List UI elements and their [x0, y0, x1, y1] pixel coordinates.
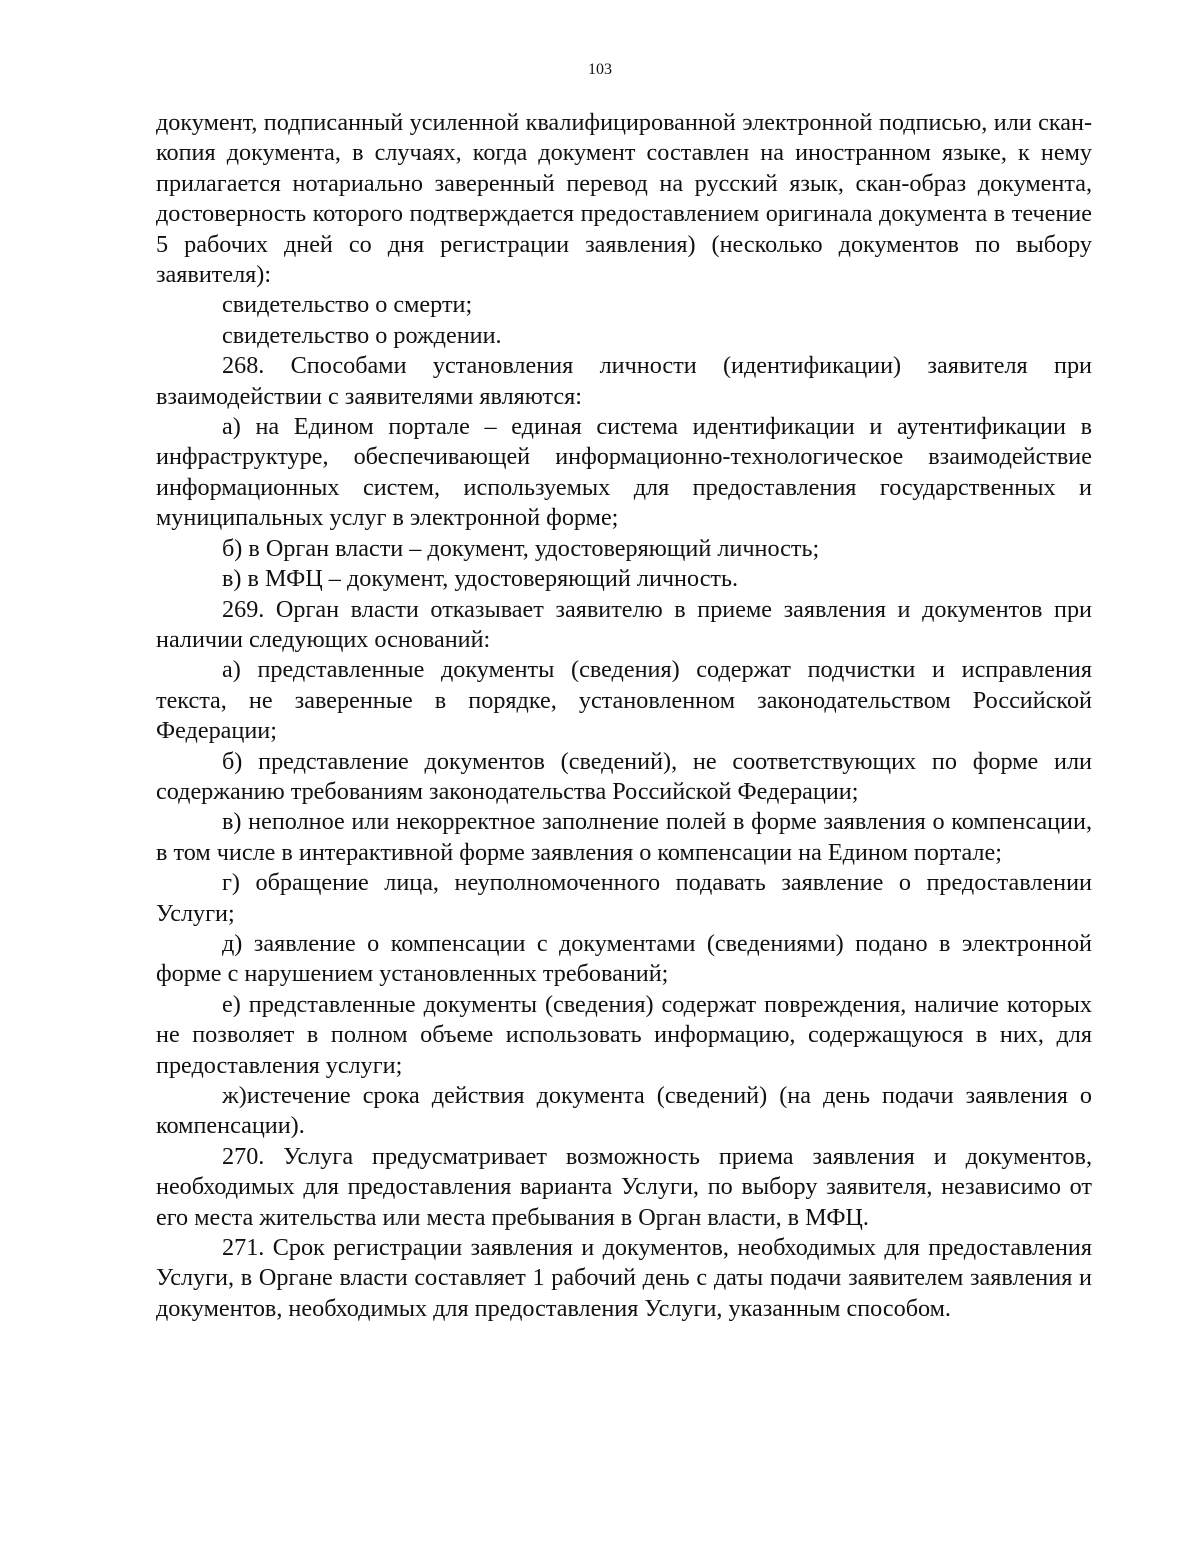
- paragraph-269-e: е) представленные документы (сведения) содержат повреждения, наличие которых не позволяет в полном объеме использовать информацию, содержащуюся в них, для предоставления услуги;: [156, 990, 1092, 1079]
- paragraph-268-a: а) на Едином портале – единая система идентификации и аутентификации в инфраструктуре, обеспечивающей информационно-технологическое взаимодействие информационных систем, используемых для предоставления государственных и муниципальных услуг в электронной форме;: [156, 413, 1092, 532]
- paragraph-270: 270. Услуга предусматривает возможность приема заявления и документов, необходимых для предоставления варианта Услуги, по выбору заявителя, независимо от его места жительства или места пребывания в Орган власти, в МФЦ.: [156, 1142, 1092, 1231]
- paragraph-269-v: в) неполное или некорректное заполнение полей в форме заявления о компенсации, в том числе в интерактивной форме заявления о компенсации на Едином портале;: [156, 808, 1092, 866]
- list-item-birth-certificate: свидетельство о рождении.: [222, 321, 502, 349]
- paragraph-269: 269. Орган власти отказывает заявителю в приеме заявления и документов при наличии следующих оснований:: [156, 595, 1092, 653]
- paragraph-268-b: б) в Орган власти – документ, удостоверяющий личность;: [222, 534, 820, 562]
- list-item-death-certificate: свидетельство о смерти;: [222, 291, 473, 319]
- paragraph-269-a: а) представленные документы (сведения) содержат подчистки и исправления текста, не заверенные в порядке, установленном законодательством Российской Федерации;: [156, 656, 1092, 745]
- paragraph-269-g: г) обращение лица, неуполномоченного подавать заявление о предоставлении Услуги;: [156, 869, 1092, 927]
- paragraph-269-zh: ж)истечение срока действия документа (сведений) (на день подачи заявления о компенсации).: [156, 1082, 1092, 1140]
- paragraph-271: 271. Срок регистрации заявления и документов, необходимых для предоставления Услуги, в Органе власти составляет 1 рабочий день с даты подачи заявителем заявления и документов, необходимых для предоставления Услуги, указанным способом.: [156, 1234, 1092, 1322]
- paragraph-268-v: в) в МФЦ – документ, удостоверяющий личность.: [222, 565, 739, 593]
- page-number: 103: [588, 61, 612, 78]
- paragraph-intro-continuation: документ, подписанный усиленной квалифицированной электронной подписью, или скан-копия документа, в случаях, когда документ составлен на иностранном языке, к нему прилагается нотариально заверенный перевод на русский язык, скан-образ документа, достоверность которого подтверждается предоставлением оригинала документа в течение 5 рабочих дней со дня регистрации заявления) (несколько документов по выбору заявителя):: [156, 109, 1092, 289]
- document-body: [156, 108, 1092, 1324]
- paragraph-269-d: д) заявление о компенсации с документами (сведениями) подано в электронной форме с нарушением установленных требований;: [156, 929, 1092, 988]
- paragraph-269-b: б) представление документов (сведений), не соответствующих по форме или содержанию требованиям законодательства Российской Федерации;: [156, 747, 1092, 805]
- paragraph-268: 268. Способами установления личности (идентификации) заявителя при взаимодействии с заявителями являются:: [156, 352, 1092, 410]
